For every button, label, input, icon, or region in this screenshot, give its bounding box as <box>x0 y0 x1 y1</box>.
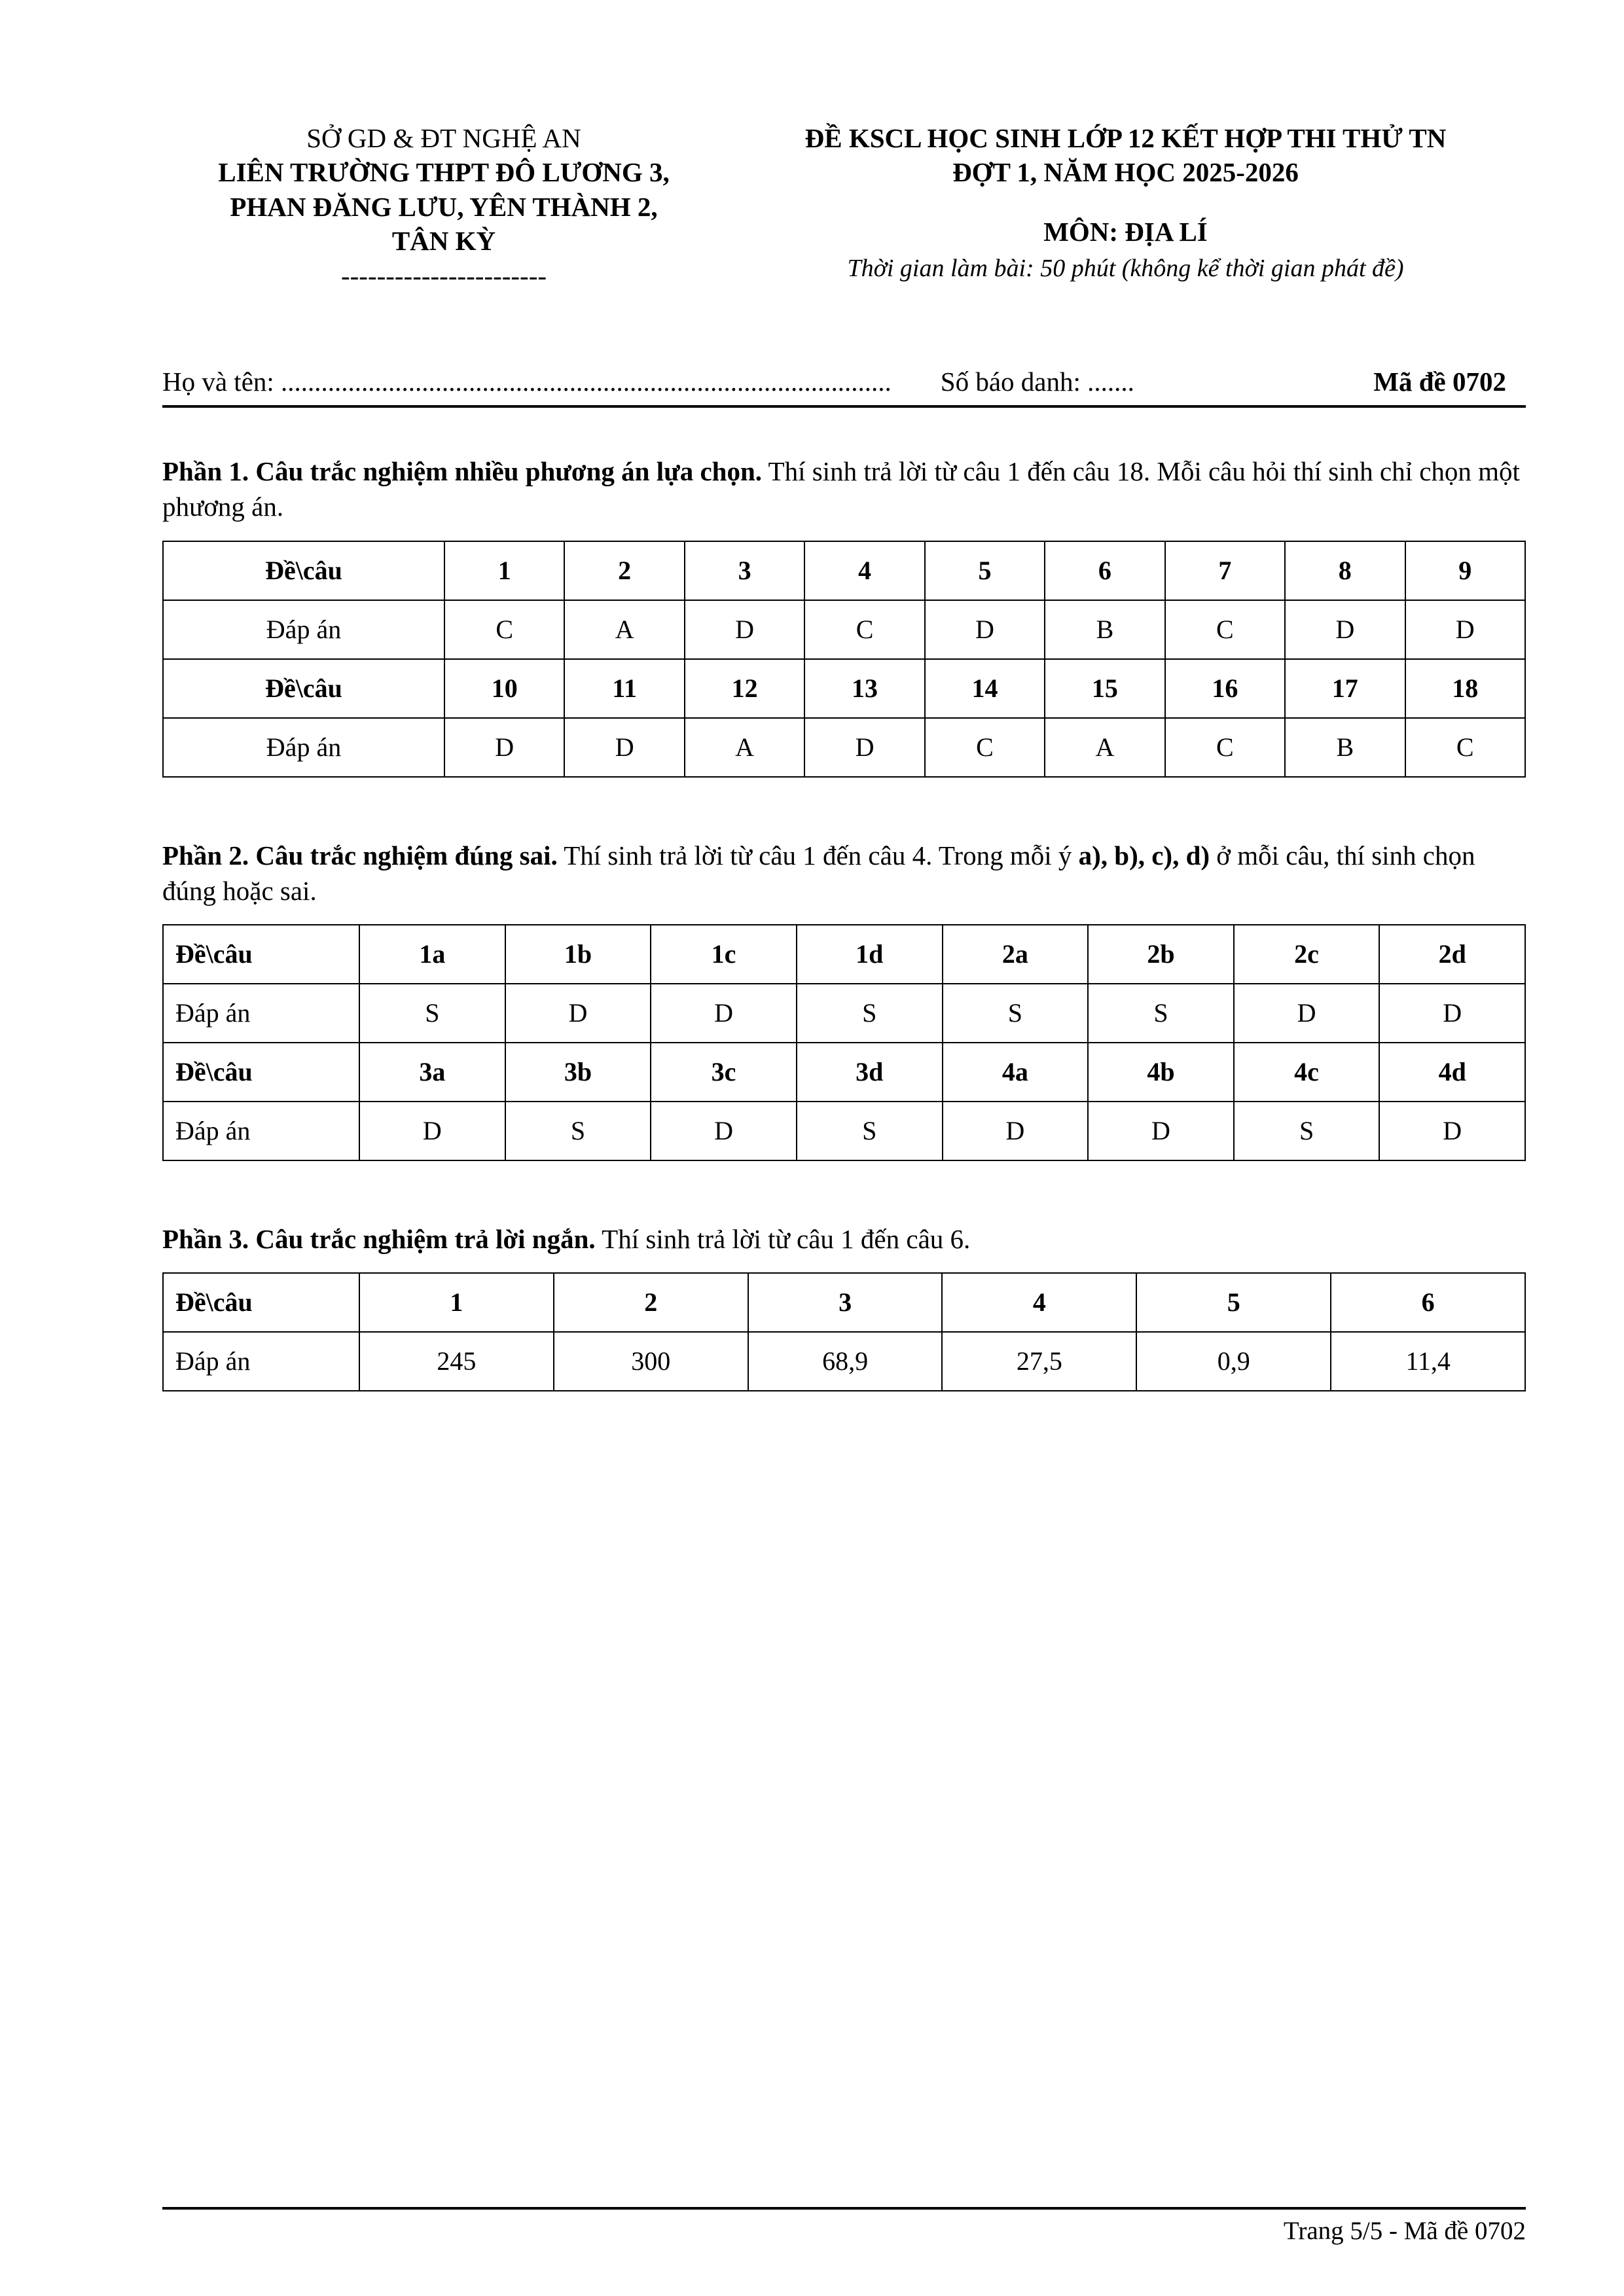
question-number-cell: 18 <box>1405 659 1526 718</box>
page-footer <box>162 2207 1526 2246</box>
question-number-cell: 3d <box>797 1043 943 1102</box>
answer-cell: A <box>685 718 804 777</box>
answer-cell: D <box>564 718 684 777</box>
question-number-cell: 4b <box>1088 1043 1234 1102</box>
department-name: SỞ GD & ĐT NGHỆ AN <box>306 123 581 153</box>
section-3-title: Phần 3. Câu trắc nghiệm trả lời ngắn. <box>162 1223 596 1254</box>
question-number-cell: 17 <box>1285 659 1405 718</box>
answer-row <box>163 984 1525 1043</box>
answer-row <box>163 1102 1525 1160</box>
answer-cell: S <box>505 1102 651 1160</box>
school-name-line1: LIÊN TRƯỜNG THPT ĐÔ LƯƠNG 3, <box>218 157 670 188</box>
answer-cell: B <box>1045 600 1164 659</box>
answer-cell: S <box>797 984 943 1043</box>
question-number-cell: 4a <box>943 1043 1089 1102</box>
answer-row <box>163 1332 1525 1391</box>
answer-cell: C <box>1405 718 1526 777</box>
answer-table-part3 <box>162 1272 1526 1391</box>
answer-cell: 300 <box>554 1332 748 1391</box>
question-number-cell: 16 <box>1165 659 1285 718</box>
question-number-cell: 6 <box>1045 541 1164 600</box>
section-1-heading <box>162 454 1526 524</box>
answer-cell: A <box>564 600 684 659</box>
section-1-desc: Thí sinh trả lời từ câu 1 đến câu 18. Mỗi câu hỏi thí sinh chỉ chọn một phương án. <box>162 456 1520 522</box>
question-number-cell: 2 <box>554 1273 748 1332</box>
answer-cell: D <box>685 600 804 659</box>
answer-cell: 27,5 <box>942 1332 1136 1391</box>
question-number-row <box>163 1273 1525 1332</box>
section-2-desc-part2: ở mỗi câu, thí sinh chọn đúng hoặc sai. <box>162 840 1475 906</box>
row-label-cell: Đáp án <box>163 984 359 1043</box>
question-number-cell: 2b <box>1088 925 1234 984</box>
answer-cell: C <box>1165 600 1285 659</box>
section-2-desc-bold: a), b), c), d) <box>1078 840 1210 870</box>
header-divider-dashes: ----------------------- <box>340 260 547 291</box>
section-2-desc-part1: Thí sinh trả lời từ câu 1 đến câu 4. Trong mỗi ý <box>564 840 1079 870</box>
question-number-cell: 4d <box>1379 1043 1525 1102</box>
answer-cell: S <box>1234 1102 1380 1160</box>
answer-cell: C <box>925 718 1045 777</box>
student-info-row <box>162 366 1526 408</box>
question-number-cell: 4 <box>804 541 924 600</box>
question-number-cell: 9 <box>1405 541 1526 600</box>
answer-cell: S <box>943 984 1089 1043</box>
answer-cell: C <box>1165 718 1285 777</box>
section-2-title: Phần 2. Câu trắc nghiệm đúng sai. <box>162 840 558 870</box>
question-number-cell: 11 <box>564 659 684 718</box>
question-number-cell: 5 <box>925 541 1045 600</box>
answer-cell: 245 <box>359 1332 554 1391</box>
question-number-cell: 1a <box>359 925 505 984</box>
answer-cell: D <box>1379 984 1525 1043</box>
question-number-cell: 5 <box>1136 1273 1331 1332</box>
question-number-cell: 1d <box>797 925 943 984</box>
question-number-row <box>163 541 1525 600</box>
section-1-title: Phần 1. Câu trắc nghiệm nhiều phương án lựa chọn. <box>162 456 763 487</box>
row-label-cell: Đề\câu <box>163 541 444 600</box>
section-3-desc: Thí sinh trả lời từ câu 1 đến câu 6. <box>602 1223 971 1254</box>
answer-cell: D <box>1405 600 1526 659</box>
question-number-cell: 7 <box>1165 541 1285 600</box>
row-label-cell: Đề\câu <box>163 925 359 984</box>
answer-cell: D <box>651 1102 797 1160</box>
answer-cell: C <box>444 600 564 659</box>
question-number-cell: 2a <box>943 925 1089 984</box>
answer-cell: D <box>804 718 924 777</box>
answer-cell: A <box>1045 718 1164 777</box>
section-2-heading <box>162 838 1526 908</box>
question-number-row <box>163 1043 1525 1102</box>
answer-cell: S <box>1088 984 1234 1043</box>
answer-cell: D <box>651 984 797 1043</box>
question-number-row <box>163 925 1525 984</box>
question-number-cell: 1 <box>444 541 564 600</box>
row-label-cell: Đáp án <box>163 600 444 659</box>
answer-cell: D <box>1285 600 1405 659</box>
row-label-cell: Đề\câu <box>163 1043 359 1102</box>
question-number-cell: 2c <box>1234 925 1380 984</box>
answer-cell: D <box>359 1102 505 1160</box>
answer-cell: D <box>1234 984 1380 1043</box>
question-number-cell: 8 <box>1285 541 1405 600</box>
answer-cell: D <box>444 718 564 777</box>
question-number-cell: 1 <box>359 1273 554 1332</box>
answer-cell: S <box>797 1102 943 1160</box>
row-label-cell: Đáp án <box>163 1332 359 1391</box>
question-number-cell: 3a <box>359 1043 505 1102</box>
answer-cell: D <box>1088 1102 1234 1160</box>
question-number-cell: 10 <box>444 659 564 718</box>
subject-line: MÔN: ĐỊA LÍ <box>1043 216 1208 247</box>
answer-cell: D <box>925 600 1045 659</box>
question-number-cell: 3 <box>748 1273 943 1332</box>
question-number-cell: 2d <box>1379 925 1525 984</box>
row-label-cell: Đề\câu <box>163 659 444 718</box>
answer-table-part2 <box>162 924 1526 1161</box>
school-name-line3: TÂN KỲ <box>391 226 496 257</box>
exam-code-label: Mã đề 0702 <box>1373 367 1506 397</box>
question-number-cell: 1c <box>651 925 797 984</box>
row-label-cell: Đáp án <box>163 1102 359 1160</box>
question-number-cell: 4c <box>1234 1043 1380 1102</box>
question-number-cell: 6 <box>1331 1273 1525 1332</box>
school-name-line2: PHAN ĐĂNG LƯU, YÊN THÀNH 2, <box>230 191 658 222</box>
question-number-cell: 15 <box>1045 659 1164 718</box>
question-number-cell: 2 <box>564 541 684 600</box>
exam-title-block <box>725 121 1526 285</box>
answer-row <box>163 718 1525 777</box>
exam-title-line2: ĐỢT 1, NĂM HỌC 2025-2026 <box>952 157 1299 188</box>
exam-title-line1: ĐỀ KSCL HỌC SINH LỚP 12 KẾT HỢP THI THỬ TN <box>804 123 1447 153</box>
answer-cell: D <box>1379 1102 1525 1160</box>
answer-cell: S <box>359 984 505 1043</box>
page-footer-text: Trang 5/5 - Mã đề 0702 <box>1283 2217 1526 2245</box>
student-name-label: Họ và tên: ........................................................................................... <box>162 367 892 397</box>
answer-cell: C <box>804 600 924 659</box>
row-label-cell: Đáp án <box>163 718 444 777</box>
duration-line: Thời gian làm bài: 50 phút (không kể thời gian phát đề) <box>847 255 1404 283</box>
question-number-cell: 3b <box>505 1043 651 1102</box>
answer-cell: 11,4 <box>1331 1332 1525 1391</box>
answer-cell: 0,9 <box>1136 1332 1331 1391</box>
answer-cell: 68,9 <box>748 1332 943 1391</box>
document-header <box>162 121 1526 293</box>
answer-table-part1 <box>162 541 1526 778</box>
question-number-row <box>163 659 1525 718</box>
row-label-cell: Đề\câu <box>163 1273 359 1332</box>
question-number-cell: 3c <box>651 1043 797 1102</box>
question-number-cell: 4 <box>942 1273 1136 1332</box>
issuing-org-block <box>162 121 725 293</box>
question-number-cell: 12 <box>685 659 804 718</box>
answer-cell: B <box>1285 718 1405 777</box>
question-number-cell: 14 <box>925 659 1045 718</box>
answer-cell: D <box>505 984 651 1043</box>
question-number-cell: 13 <box>804 659 924 718</box>
candidate-number-label: Số báo danh: ....... <box>940 367 1134 397</box>
question-number-cell: 3 <box>685 541 804 600</box>
section-3-heading <box>162 1221 1526 1257</box>
question-number-cell: 1b <box>505 925 651 984</box>
answer-cell: D <box>943 1102 1089 1160</box>
answer-row <box>163 600 1525 659</box>
